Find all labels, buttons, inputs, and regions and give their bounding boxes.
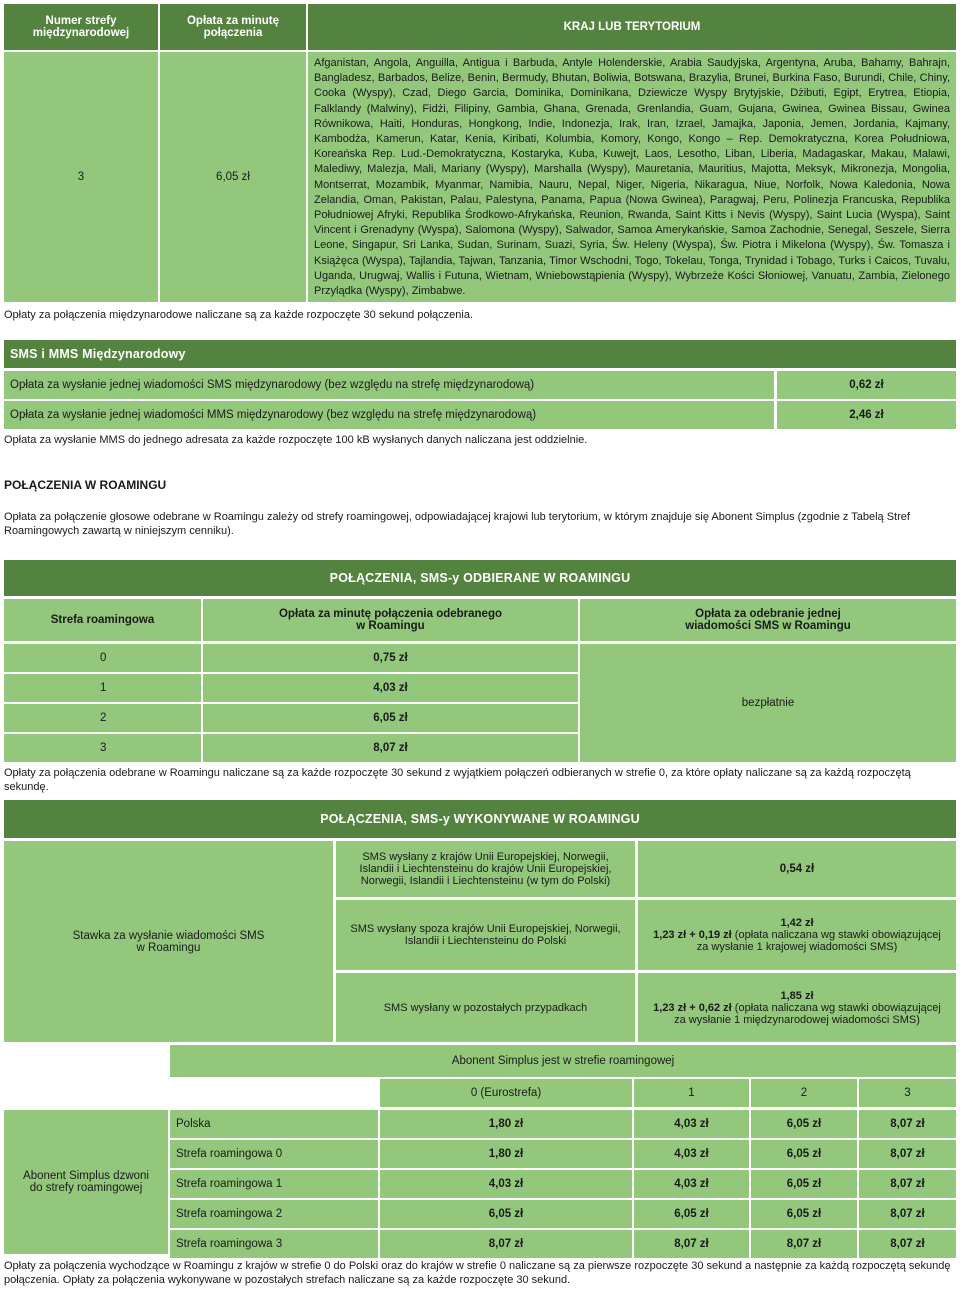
matrix-cell: 8,07 zł — [751, 1230, 857, 1258]
received-header-minute: Opłata za minutę połączenia odebranego w Roamingu — [203, 599, 578, 641]
zone-number-cell: 3 — [4, 52, 158, 302]
roaming-text: Opłata za połączenie głosowe odebrane w Roamingu zależy od strefy roamingowej, odpowiadającej krajowi lub terytorium, w którym znajduje się Abonent Simplus (zgodnie z Tabelą Stref Roamingowych zawartą w niniejszym cenniku). — [4, 511, 910, 537]
matrix-header-blank — [170, 1079, 378, 1107]
matrix-cell: 6,05 zł — [380, 1200, 632, 1228]
matrix-cell: 6,05 zł — [751, 1140, 857, 1168]
matrix-cell: 8,07 zł — [634, 1230, 749, 1258]
matrix-cell: 6,05 zł — [634, 1200, 749, 1228]
made-title: POŁĄCZENIA, SMS-y WYKONYWANE W ROAMINGU — [4, 800, 956, 838]
sms-other-price: 1,85 zł — [780, 989, 814, 1002]
made-note: Opłaty za połączenia wychodzące w Roamingu z krajów w strefie 0 do Polski oraz do krajów w strefie 0 naliczane są za pierwsze rozpoczęte 30 sekund a następnie za każdą rozpoczętą sekundę połączenia. Opłaty za połączenia wykonywane w pozostałych strefach naliczane są za każde rozpoczęte 30 sekund. — [4, 1260, 951, 1286]
matrix-cell: 4,03 zł — [380, 1170, 632, 1198]
mms-intl-label: Opłata za wysłanie jednej wiadomości MMS międzynarodowy (bez względu na strefę międzynarodową) — [4, 401, 774, 429]
matrix-cell: 6,05 zł — [751, 1200, 857, 1228]
sms-other-price-cell — [638, 973, 956, 1042]
received-zone-2: 2 — [4, 704, 201, 732]
matrix-cell: 8,07 zł — [859, 1140, 956, 1168]
header-country: KRAJ LUB TERYTORIUM — [308, 4, 956, 50]
sms-noneu-price-cell — [638, 900, 956, 970]
received-note: Opłaty za połączenia odebrane w Roamingu naliczane są za każde rozpoczęte 30 sekund z wyjątkiem połączeń odbieranych w strefie 0, za które opłaty naliczane są za każdą rozpoczętą sekundę. — [4, 767, 911, 793]
matrix-cell: 6,05 zł — [751, 1110, 857, 1138]
sms-eu-desc: SMS wysłany z krajów Unii Europejskiej, Norwegii, Islandii i Liechtensteinu do krajów Unii Europejskiej, Norwegii, Islandii i Liechtensteinu (w tym do Polski) — [336, 841, 635, 897]
sms-intl-value: 0,62 zł — [777, 371, 956, 399]
matrix-cell: 8,07 zł — [380, 1230, 632, 1258]
sms-noneu-desc: SMS wysłany spoza krajów Unii Europejskiej, Norwegii, Islandii i Liechtensteinu do Polski — [336, 900, 635, 970]
matrix-col-0: 0 (Eurostrefa) — [380, 1079, 632, 1107]
sms-eu-price: 0,54 zł — [638, 841, 956, 897]
matrix-row-label-3: Strefa roamingowa 2 — [170, 1200, 378, 1228]
received-sms-free: bezpłatnie — [580, 644, 956, 762]
roaming-heading: POŁĄCZENIA W ROAMINGU — [4, 478, 167, 492]
matrix-cell: 4,03 zł — [634, 1110, 749, 1138]
sms-mms-note: Opłata za wysłanie MMS do jednego adresata za każde rozpoczęte 100 kB wysłanych danych naliczana jest oddzielnie. — [4, 434, 588, 446]
sms-rate-label: Stawka za wysłanie wiadomości SMS w Roamingu — [4, 841, 333, 1042]
sms-intl-label: Opłata za wysłanie jednej wiadomości SMS międzynarodowy (bez względu na strefę międzynarodową) — [4, 371, 774, 399]
sms-noneu-price: 1,42 zł — [780, 917, 814, 929]
matrix-col-3: 3 — [859, 1079, 956, 1107]
sms-noneu-formula: 1,23 zł + 0,19 zł — [653, 929, 732, 941]
matrix-cell: 4,03 zł — [634, 1170, 749, 1198]
header-minute-fee: Opłata za minutę połączenia — [160, 4, 306, 50]
received-zone-3: 3 — [4, 734, 201, 762]
received-zone-0: 0 — [4, 644, 201, 672]
header-zone-number: Numer strefy międzynarodowej — [4, 4, 158, 50]
sms-other-formula-note: (opłata naliczana wg stawki obowiązującej za wysłanie 1 międzynarodowej wiadomości SMS) — [674, 1001, 941, 1026]
matrix-row-label: Abonent Simplus dzwoni do strefy roamingowej — [4, 1110, 168, 1254]
matrix-row-label-4: Strefa roamingowa 3 — [170, 1230, 378, 1258]
received-header-sms: Opłata za odebranie jednej wiadomości SMS w Roamingu — [580, 599, 956, 641]
matrix-row-label-0: Polska — [170, 1110, 378, 1138]
sms-noneu-formula-note: (opłata naliczana wg stawki obowiązującej za wysłanie 1 krajowej wiadomości SMS) — [696, 929, 941, 953]
received-fee-1: 4,03 zł — [203, 674, 578, 702]
matrix-cell: 8,07 zł — [859, 1230, 956, 1258]
country-list: Afganistan, Angola, Anguilla, Antigua i Barbuda, Antyle Holenderskie, Arabia Saudyjska, Argentyna, Aruba, Bahamy, Bahrajn, Bangladesz, Barbados, Belize, Benin, Bermudy, Bhutan, Boliwia, Botswana, Brazylia, Brunei, Burkina Faso, Burundi, Chile, Chiny, Cooka (Wyspy), Czad, Diego Garcia, Dominika, Dominikana, Dziewicze Wyspy Brytyjskie, Dżibuti, Egipt, Erytrea, Etiopia, Falklandy (Malwiny), Fidżi, Filipiny, Gambia, Ghana, Grenada, Grenlandia, Guam, Gujana, Gwinea, Gwinea Bissau, Gwinea Równikowa, Haiti, Honduras, Hongkong, Indie, Indonezja, Irak, Iran, Izrael, Jamajka, Japonia, Jemen, Jordania, Kajmany, Kambodża, Kamerun, Katar, Kenia, Kiribati, Kolumbia, Komory, Kongo, Kongo – Rep. Demokratyczna, Korea Południowa, Koreańska Rep. Lud.-Demokratyczna, Kostaryka, Kuba, Kuwejt, Laos, Lesotho, Liban, Liberia, Madagaskar, Makau, Malawi, Malediwy, Malezja, Mali, Mariany (Wyspy), Marshalla (Wyspy), Mauretania, Mauritius, Majotta, Meksyk, Mikronezja, Mongolia, Montserrat, Mozambik, Myanmar, Namibia, Nauru, Nepal, Niger, Nigeria, Nikaragua, Niue, Norfolk, Nowa Kaledonia, Nowa Zelandia, Oman, Pakistan, Palau, Palestyna, Panama, Papua (Nowa Gwinea), Paragwaj, Peru, Polinezja Francuska, Republika Południowej Afryki, Republika Środkowo-Afrykańska, Reunion, Rwanda, Saint Kitts i Nevis (Wyspy), Saint Lucia (Wyspa), Saint Vincent i Grenadyny (Wyspa), Salomona (Wyspy), Salwador, Samoa Amerykańskie, Samoa Zachodnie, Senegal, Seszele, Sierra Leone, Singapur, Sri Lanka, Sudan, Surinam, Suazi, Syria, Św. Heleny (Wyspa), Św. Piotra i Mikelona (Wyspy), Św. Tomasza i Książęca (Wyspa), Tajlandia, Tajwan, Tanzania, Timor Wschodni, Togo, Tokelau, Tonga, Trynidad i Tobago, Turks i Caicos, Tuvalu, Uganda, Urugwaj, Wallis i Futuna, Wietnam, Wniebowstąpienia (Wyspy), Wybrzeże Kości Słoniowej, Vanuatu, Zambia, Zielonego Przylądka (Wyspy), Zimbabwe. — [308, 52, 956, 302]
matrix-col-2: 2 — [751, 1079, 857, 1107]
matrix-top-header: Abonent Simplus jest w strefie roamingowej — [170, 1045, 956, 1077]
zones-note: Opłaty za połączenia międzynarodowe naliczane są za każde rozpoczęte 30 sekund połączenia. — [4, 309, 474, 321]
received-header-zone: Strefa roamingowa — [4, 599, 201, 641]
matrix-row-label-1: Strefa roamingowa 0 — [170, 1140, 378, 1168]
sms-mms-title: SMS i MMS Międzynarodowy — [4, 340, 956, 368]
matrix-cell: 6,05 zł — [751, 1170, 857, 1198]
zone-fee-cell: 6,05 zł — [160, 52, 306, 302]
matrix-cell: 8,07 zł — [859, 1170, 956, 1198]
sms-other-desc: SMS wysłany w pozostałych przypadkach — [336, 973, 635, 1042]
sms-other-formula: 1,23 zł + 0,62 zł — [653, 1001, 732, 1014]
received-title: POŁĄCZENIA, SMS-y ODBIERANE W ROAMINGU — [4, 560, 956, 596]
matrix-cell: 1,80 zł — [380, 1110, 632, 1138]
mms-intl-value: 2,46 zł — [777, 401, 956, 429]
matrix-cell: 1,80 zł — [380, 1140, 632, 1168]
matrix-cell: 8,07 zł — [859, 1110, 956, 1138]
received-fee-3: 8,07 zł — [203, 734, 578, 762]
received-fee-2: 6,05 zł — [203, 704, 578, 732]
received-zone-1: 1 — [4, 674, 201, 702]
matrix-col-1: 1 — [634, 1079, 749, 1107]
received-fee-0: 0,75 zł — [203, 644, 578, 672]
matrix-cell: 8,07 zł — [859, 1200, 956, 1228]
matrix-row-label-2: Strefa roamingowa 1 — [170, 1170, 378, 1198]
matrix-cell: 4,03 zł — [634, 1140, 749, 1168]
